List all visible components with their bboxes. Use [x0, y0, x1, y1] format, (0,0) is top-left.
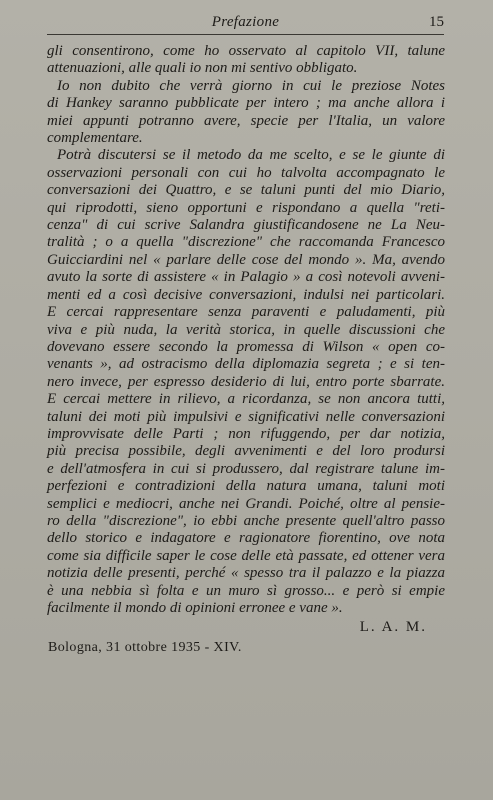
text-line: attenuazioni, alle quali io non mi sentivo obbligato.: [47, 60, 358, 77]
dateline: Bologna, 31 ottobre 1935 - XIV.: [48, 640, 242, 655]
text-line: dello storico e indagatore e ragionatore fiorentino, ove nota: [47, 530, 445, 547]
text-line: Io non dubito che verrà giorno in cui le preziose Notes: [57, 77, 445, 94]
text-line: è una nebbia sì folta e un muro sì grosso... e però si empie: [47, 582, 445, 599]
page-header: [47, 12, 444, 35]
text-line: come sia difficile saper le cose delle età passate, ed ottener vera: [47, 547, 445, 564]
text-line: e dell'atmosfera in cui si produssero, dal registrare talune im-: [47, 460, 445, 477]
text-line: tralità ; o a quella "discrezione" che raccomanda Francesco: [47, 234, 445, 251]
text-line: E cercai rappresentare senza paraventi e paludamenti, più: [47, 304, 445, 321]
text-line: conversazioni dei Quattro, e se taluni punti del mio Diario,: [47, 182, 445, 199]
text-line: semplici e mediocri, anche nei Grandi. Poiché, oltre al pensie-: [47, 495, 445, 512]
page-number: 15: [429, 14, 444, 30]
body-text: [47, 43, 445, 617]
text-line: viva e più nuda, la verità storica, in quelle discussioni che: [47, 321, 445, 338]
text-line: E cercai mettere in rilievo, a ricordanza, se non ancora tutti,: [47, 391, 445, 408]
text-line: di Hankey saranno pubblicate per intero ; ma anche allora i: [47, 95, 445, 112]
text-line: Guicciardini nel « parlare delle cose del mondo ». Ma, avendo: [47, 251, 445, 268]
text-line: perfezioni e contradizioni della natura umana, taluni moti: [47, 478, 445, 495]
text-line: gli consentirono, come ho osservato al capitolo VII, talune: [47, 43, 445, 59]
text-line: Potrà discutersi se il metodo da me scelto, e se le giunte di: [57, 147, 445, 164]
text-line: osservazioni personali con cui ho talvolta accompagnato le: [47, 164, 445, 181]
text-line: dovevano essere secondo la promessa di Wilson « open co-: [47, 338, 445, 355]
text-line: qui riprodotti, sieno opportuni e rispondano a quella "reti-: [47, 199, 445, 216]
text-line: ro della "discrezione", io ebbi anche presente quell'altro passo: [47, 512, 445, 529]
author-initials: L. A. M.: [359, 619, 427, 635]
text-line: menti ed a così decisive conversazioni, indulsi nei particolari.: [47, 286, 445, 303]
text-line: complementare.: [47, 130, 143, 147]
text-line: venants », ad ostracismo della diplomazia segreta ; e si ten-: [47, 356, 445, 373]
text-line: cenza" di cui scrive Salandra giustificandosene ne La Neu-: [47, 217, 445, 234]
text-line: improvvisate delle Parti ; non rifuggendo, per dar notizia,: [47, 425, 445, 442]
text-line: notizia delle presenti, perché « spesso tra il palazzo e la piazza: [47, 565, 445, 582]
text-line: taluni dei moti più impulsivi e significativi nelle conversazioni: [47, 408, 445, 425]
text-line: miei appunti potranno avere, specie per l'Italia, un valore: [47, 112, 445, 129]
running-head: Prefazione: [211, 14, 280, 30]
text-line: nero invece, per espresso desiderio di lui, entro porte sbarrate.: [47, 373, 445, 390]
text-line: più precisa possibile, degli avvenimenti e del loro prodursi: [47, 443, 445, 460]
text-line: facilmente il mondo di opinioni erronee e vane ».: [47, 600, 343, 616]
text-line: avuto la sorte di assistere « in Palagio » a così notevoli avveni-: [47, 269, 445, 286]
